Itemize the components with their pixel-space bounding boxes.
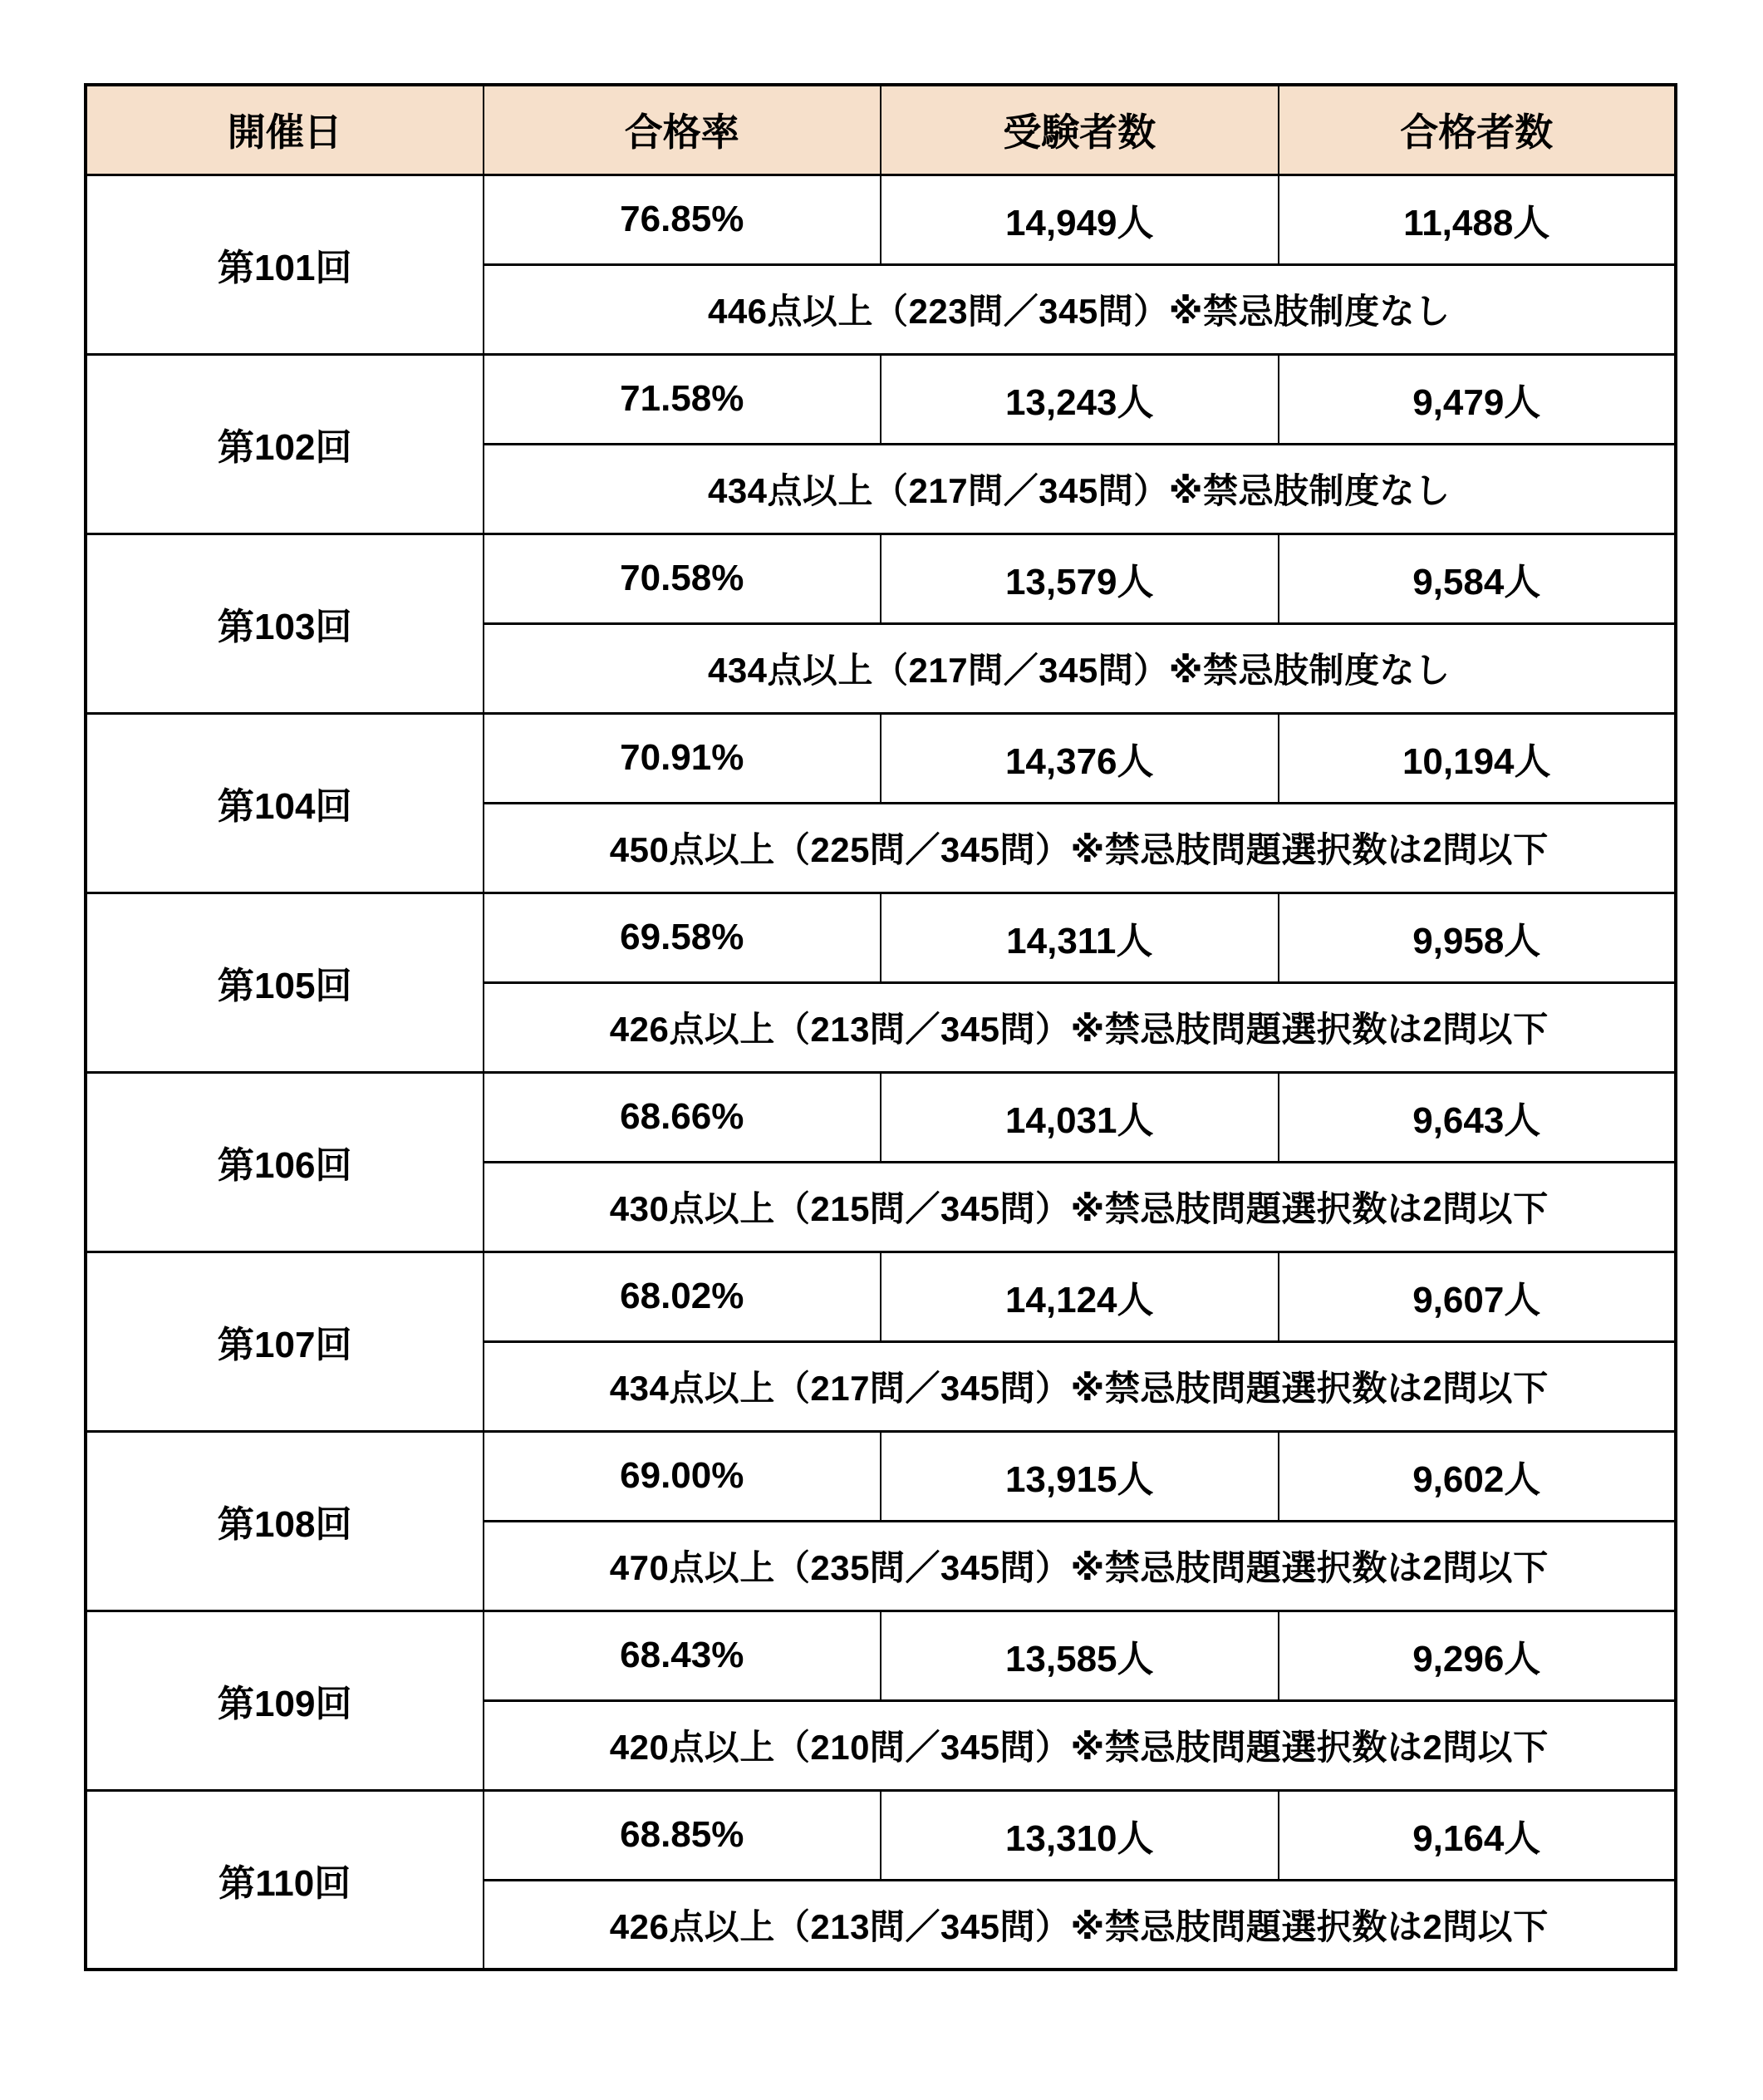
table-row <box>86 354 1676 444</box>
session-cell: 第107回 <box>86 1252 484 1431</box>
examinees-cell: 14,031人 <box>881 1072 1279 1162</box>
pass-rate-cell: 68.43% <box>484 1611 882 1700</box>
table-row <box>86 713 1676 803</box>
table-row <box>86 893 1676 982</box>
table-row <box>86 534 1676 623</box>
session-cell: 第101回 <box>86 175 484 354</box>
table-row <box>86 1611 1676 1700</box>
passers-cell: 10,194人 <box>1279 713 1677 803</box>
passers-cell: 9,643人 <box>1279 1072 1677 1162</box>
passers-cell: 9,958人 <box>1279 893 1677 982</box>
examinees-cell: 13,585人 <box>881 1611 1279 1700</box>
pass-rate-cell: 76.85% <box>484 175 882 264</box>
pass-rate-cell: 69.58% <box>484 893 882 982</box>
passers-cell: 9,602人 <box>1279 1431 1677 1521</box>
table-row <box>86 1431 1676 1521</box>
table-row <box>86 175 1676 264</box>
note-cell: 426点以上（213問／345問）※禁忌肢問題選択数は2問以下 <box>484 1880 1677 1970</box>
passers-cell: 11,488人 <box>1279 175 1677 264</box>
passers-cell: 9,584人 <box>1279 534 1677 623</box>
pass-rate-cell: 69.00% <box>484 1431 882 1521</box>
examinees-cell: 14,376人 <box>881 713 1279 803</box>
session-cell: 第103回 <box>86 534 484 713</box>
session-cell: 第110回 <box>86 1790 484 1970</box>
pass-rate-cell: 70.91% <box>484 713 882 803</box>
passers-cell: 9,164人 <box>1279 1790 1677 1880</box>
header-examinees-count: 受験者数 <box>881 85 1279 175</box>
session-cell: 第108回 <box>86 1431 484 1611</box>
note-cell: 426点以上（213問／345問）※禁忌肢問題選択数は2問以下 <box>484 982 1677 1072</box>
pass-rate-cell: 68.66% <box>484 1072 882 1162</box>
examinees-cell: 13,243人 <box>881 354 1279 444</box>
examinees-cell: 13,579人 <box>881 534 1279 623</box>
exam-results-table <box>84 83 1677 1971</box>
pass-rate-cell: 71.58% <box>484 354 882 444</box>
passers-cell: 9,296人 <box>1279 1611 1677 1700</box>
pass-rate-cell: 68.85% <box>484 1790 882 1880</box>
examinees-cell: 14,124人 <box>881 1252 1279 1341</box>
note-cell: 434点以上（217問／345問）※禁忌肢制度なし <box>484 444 1677 534</box>
note-cell: 420点以上（210問／345問）※禁忌肢問題選択数は2問以下 <box>484 1700 1677 1790</box>
header-passers-count: 合格者数 <box>1279 85 1677 175</box>
examinees-cell: 14,949人 <box>881 175 1279 264</box>
examinees-cell: 13,310人 <box>881 1790 1279 1880</box>
note-cell: 430点以上（215問／345問）※禁忌肢問題選択数は2問以下 <box>484 1162 1677 1252</box>
examinees-cell: 14,311人 <box>881 893 1279 982</box>
passers-cell: 9,607人 <box>1279 1252 1677 1341</box>
note-cell: 450点以上（225問／345問）※禁忌肢問題選択数は2問以下 <box>484 803 1677 893</box>
session-cell: 第105回 <box>86 893 484 1072</box>
table-row <box>86 1790 1676 1880</box>
session-cell: 第109回 <box>86 1611 484 1790</box>
pass-rate-cell: 70.58% <box>484 534 882 623</box>
header-exam-session: 開催日 <box>86 85 484 175</box>
note-cell: 434点以上（217問／345問）※禁忌肢制度なし <box>484 623 1677 713</box>
session-cell: 第104回 <box>86 713 484 893</box>
note-cell: 446点以上（223問／345問）※禁忌肢制度なし <box>484 264 1677 354</box>
session-cell: 第102回 <box>86 354 484 534</box>
pass-rate-cell: 68.02% <box>484 1252 882 1341</box>
note-cell: 470点以上（235問／345問）※禁忌肢問題選択数は2問以下 <box>484 1521 1677 1611</box>
note-cell: 434点以上（217問／345問）※禁忌肢問題選択数は2問以下 <box>484 1341 1677 1431</box>
header-row <box>86 85 1676 175</box>
session-cell: 第106回 <box>86 1072 484 1252</box>
passers-cell: 9,479人 <box>1279 354 1677 444</box>
header-pass-rate: 合格率 <box>484 85 882 175</box>
table-row <box>86 1252 1676 1341</box>
table-row <box>86 1072 1676 1162</box>
examinees-cell: 13,915人 <box>881 1431 1279 1521</box>
